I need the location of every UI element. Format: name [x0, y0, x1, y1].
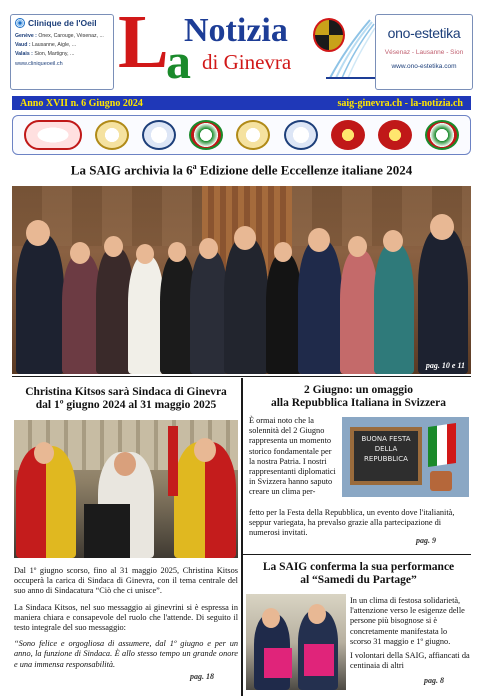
association-logo-icon[interactable]	[142, 120, 176, 150]
issue-label: Anno XVII n. 6 Giugno 2024	[20, 97, 143, 109]
samedi-paragraph: In un clima di festosa solidarietà, l'attenzione verso le esigenze delle persone più bisognose si è concretamente manifestata lo scorso 31 maggio e 1º giugno.	[350, 596, 465, 646]
photo-bag	[304, 644, 334, 676]
clinic-location-label: Vaud :	[15, 42, 31, 48]
photo-person	[128, 256, 164, 374]
repubblica-headline-line: alla Repubblica Italiana in Svizzera	[270, 397, 447, 409]
clinic-location-line	[15, 50, 109, 59]
partner-logos	[12, 115, 471, 155]
photo-podium	[84, 504, 130, 558]
group-photo[interactable]	[12, 186, 471, 374]
lead-headline-text: La SAIG archivia la 6	[70, 162, 193, 178]
photo-face	[26, 220, 50, 246]
photo-person	[190, 250, 228, 374]
chalkboard-line: DELLA	[374, 445, 398, 453]
kitsos-body	[14, 566, 238, 670]
photo-face	[114, 452, 136, 476]
chalkboard	[350, 427, 422, 485]
chalkboard-line: REPUBBLICA	[364, 455, 408, 463]
regional-logo-icon[interactable]	[189, 120, 223, 150]
photo-face	[199, 238, 218, 259]
photo-face	[168, 242, 186, 262]
photo-face	[262, 608, 280, 628]
kitsos-headline-line: Christina Kitsos sarà Sindaca di Ginevra	[25, 386, 227, 398]
photo-face	[308, 604, 326, 624]
title-letter-a: a	[166, 33, 191, 89]
title-word: Notizia	[184, 12, 288, 49]
issue-sites[interactable]: saig-ginevra.ch - la-notizia.ch	[337, 97, 463, 109]
samedi-headline-line: al “Samedi du Partage”	[300, 574, 417, 586]
photo-person	[340, 250, 378, 374]
samedi-headline-line: La SAIG conferma la sua performance	[262, 561, 455, 573]
star-logo-icon[interactable]	[378, 120, 412, 150]
crest-logo-icon[interactable]	[331, 120, 365, 150]
photo-person	[298, 240, 342, 374]
samedi-paragraph: I volontari della SAIG, affiancati da centinaia di altri	[350, 651, 470, 671]
photo-person	[16, 234, 64, 374]
clinic-locations	[15, 32, 109, 59]
photo-face	[274, 242, 292, 262]
samedi-body	[350, 596, 470, 671]
clinic-location-text: Lausanne, Aigle, ...	[32, 42, 77, 48]
issue-bar	[12, 96, 471, 110]
acai-logo-icon[interactable]	[236, 120, 270, 150]
divider	[12, 376, 471, 377]
photo-person	[266, 254, 302, 374]
eye-icon	[15, 18, 25, 28]
photo-face	[383, 230, 403, 252]
lead-page-ref[interactable]: pag. 10 e 11	[425, 361, 465, 370]
repubblica-body-wide: fetto per la Festa della Repubblica, un evento dove l'italianità, seppur variegata, ha prevalso grazie alla partecipazione di numerosi invitati.	[249, 508, 455, 538]
clinic-url[interactable]: www.cliniqueoeil.ch	[15, 61, 63, 67]
photo-person	[418, 228, 468, 374]
photo-pot	[430, 471, 452, 491]
repubblica-photo[interactable]	[342, 417, 469, 497]
kitsos-headline[interactable]	[12, 386, 240, 412]
photo-face	[70, 242, 90, 264]
jet-deau-icon	[326, 18, 376, 80]
oneo-url[interactable]: www.ono-estetika.com	[391, 63, 457, 70]
oneo-places: Vésenaz - Lausanne - Sion	[384, 49, 464, 56]
photo-face	[430, 214, 454, 240]
clinic-location-line	[15, 41, 109, 50]
clinic-location-label: Genève :	[15, 33, 37, 39]
clinic-location-line	[15, 32, 109, 41]
chalkboard-line: BUONA FESTA	[361, 435, 411, 443]
photo-face	[194, 438, 216, 462]
clinic-location-text: Onex, Carouge, Vésenaz, ...	[38, 33, 104, 39]
photo-face	[34, 442, 54, 464]
lead-headline[interactable]	[12, 162, 471, 178]
photo-face	[308, 228, 330, 252]
photo-face	[136, 244, 154, 264]
photo-flag	[168, 426, 178, 496]
photo-face	[234, 226, 256, 250]
samedi-photo[interactable]	[246, 594, 346, 690]
clinic-location-text: Sion, Martigny, ...	[34, 51, 75, 57]
photo-face	[104, 236, 123, 257]
repubblica-page-ref[interactable]: pag. 9	[416, 536, 436, 545]
oneo-brand: ono-estetika	[387, 25, 461, 41]
lead-headline-text: Edizione delle Eccellenze italiane 2024	[196, 162, 413, 178]
photo-person	[374, 244, 414, 374]
title-sub: di Ginevra	[202, 50, 292, 74]
kitsos-page-ref[interactable]: pag. 18	[190, 672, 214, 681]
italian-flag-icon	[428, 423, 456, 467]
tricolor-logo-icon[interactable]	[425, 120, 459, 150]
samedi-headline[interactable]	[246, 561, 471, 587]
repubblica-headline-line: 2 Giugno: un omaggio	[304, 384, 413, 396]
clinic-ad[interactable]	[10, 14, 114, 90]
photo-person	[224, 238, 268, 374]
kitsos-paragraph: La Sindaca Kitsos, nel suo messaggio ai ginevrini si è espressa in maniera chiara e consapevole del ruolo che l'attende. Di seguito il testo integrale del suo messaggio:	[14, 602, 238, 633]
federation-logo-icon[interactable]	[284, 120, 318, 150]
clinic-logo	[15, 18, 109, 28]
photo-bag	[264, 648, 292, 678]
samedi-page-ref[interactable]: pag. 8	[424, 676, 444, 685]
clinic-name: Clinique de l'Oeil	[28, 18, 97, 28]
repubblica-body-narrow: È ormai noto che la solennità del 2 Giugno rappresenta un momento storico fondamentale per la nostra Patria. I nostri rappresentanti diplomatici in Svizzera hanno saputo creare un clima per-	[249, 416, 336, 497]
divider	[243, 554, 471, 555]
kitsos-headline-line: dal 1º giugno 2024 al 31 maggio 2025	[35, 399, 217, 411]
column-divider	[241, 378, 243, 696]
saig-logo-icon[interactable]	[24, 120, 82, 150]
ono-estetika-ad[interactable]	[375, 14, 473, 90]
kitsos-photo[interactable]	[14, 420, 238, 558]
kitsos-paragraph: Dal 1º giugno scorso, fino al 31 maggio 2025, Christina Kitsos occuperà la carica di Sindaca di Ginevra, con il tema centrale del suo anno di Sindacatura “Ciò che ci unisce”.	[14, 566, 238, 596]
lead-headline-sup: a	[192, 162, 197, 171]
anniversary-logo-icon[interactable]	[95, 120, 129, 150]
title-letter-l: L	[118, 0, 169, 84]
kitsos-quote: “Sono felice e orgogliosa di assumere, dal 1º giugno e per un anno, la funzione di Sindaca. È allo stesso tempo un grande onore e una immensa responsabilità.	[14, 639, 238, 669]
photo-face	[348, 236, 367, 257]
repubblica-headline[interactable]	[246, 384, 471, 410]
newspaper-title	[118, 0, 368, 94]
clinic-location-label: Valais :	[15, 51, 33, 57]
masthead	[10, 0, 473, 94]
